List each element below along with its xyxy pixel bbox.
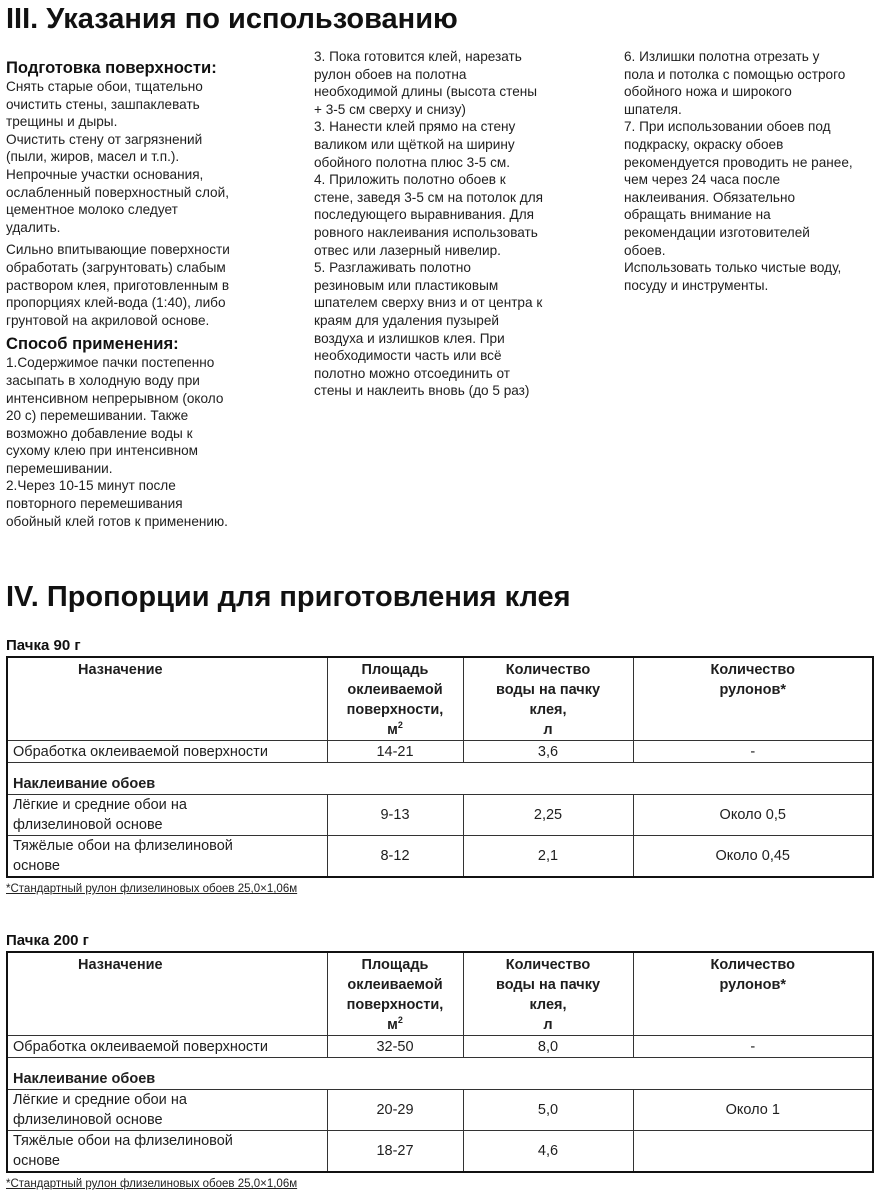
step-line: резиновым или пластиковым (314, 277, 499, 293)
cell-water: 2,1 (463, 836, 633, 878)
cell-area: 18-27 (327, 1131, 463, 1173)
footnote-standard-roll: *Стандартный рулон флизелиновых обоев 25,0×1,06м (6, 1178, 298, 1190)
instructions-column-2 (314, 48, 586, 400)
step-line: полотно можно отсоединить от (314, 365, 511, 381)
step-line: 6. Излишки полотна отрезать у (624, 49, 820, 64)
cell-water: 4,6 (463, 1131, 633, 1173)
group-blank (463, 763, 873, 795)
method-line: повторного перемешивания (6, 496, 183, 512)
method-line: возможно добавление воды к (6, 425, 193, 441)
row-label-heavy: Тяжёлые обои на флизелиновой основе (7, 836, 327, 878)
table-header-row (7, 657, 873, 741)
header-rolls: Количество рулонов* (633, 657, 873, 741)
step-line: необходимости часть или всё (314, 348, 502, 364)
method-line: засыпать в холодную воду при (6, 372, 200, 388)
cell-area: 20-29 (327, 1090, 463, 1131)
header-rolls: Количество рулонов* (633, 952, 873, 1036)
pack-90-title: Пачка 90 г (6, 637, 81, 654)
step-line: обойного полотна плюс 3-5 см. (314, 154, 511, 170)
surface-prep-heading: Подготовка поверхности: (6, 58, 217, 77)
header-area: Площадь оклеиваемой поверхности, $м^2$ (327, 952, 463, 1036)
prep-line: трещины и дыры. (6, 114, 118, 130)
header-water: Количество воды на пачку клея, л (463, 952, 633, 1036)
header-purpose: Назначение (7, 952, 327, 1036)
table-group-row (7, 1058, 873, 1090)
step-line: стены и наклеить вновь (до 5 раз) (314, 383, 530, 399)
method-line: обойный клей готов к применению. (6, 513, 228, 529)
cell-rolls (633, 1131, 873, 1173)
pack-200-title: Пачка 200 г (6, 932, 89, 949)
section-4-title: IV. Пропорции для приготовления клея (6, 581, 571, 613)
step-line: посуду и инструменты. (624, 277, 769, 293)
step-line: обращать внимание на (624, 207, 771, 223)
prime-line: грунтовой на акриловой основе. (6, 312, 210, 328)
step-line: Использовать только чистые воду, (624, 260, 842, 276)
header-area: Площадь оклеиваемой поверхности, $м^2$ (327, 657, 463, 741)
cell-rolls: Около 0,45 (633, 836, 873, 878)
cell-rolls: Около 1 (633, 1090, 873, 1131)
step-line: необходимой длины (высота стены (314, 84, 538, 100)
cell-rolls: - (633, 741, 873, 763)
prep-line: удалить. (6, 219, 61, 235)
step-line: 4. Приложить полотно обоев к (314, 172, 506, 188)
table-header-row (7, 952, 873, 1036)
step-line: обоев. (624, 242, 666, 258)
cell-area: 32-50 (327, 1036, 463, 1058)
prep-line: Снять старые обои, тщательно (6, 79, 203, 94)
table-row (7, 836, 873, 878)
table-row (7, 741, 873, 763)
instructions-column-1 (6, 58, 268, 530)
method-line: 1.Содержимое пачки постепенно (6, 355, 215, 371)
row-label-light: Лёгкие и средние обои на флизелиновой основе (7, 795, 327, 836)
step-line: последующего выравнивания. Для (314, 207, 535, 223)
prep-line: очистить стены, зашпаклевать (6, 96, 200, 112)
step-line: краям для удаления пузырей (314, 312, 499, 328)
proportions-table-90 (6, 656, 874, 878)
prep-line: цементное молоко следует (6, 202, 178, 218)
step-line: 7. При использовании обоев под (624, 119, 831, 135)
method-line: сухому клею при интенсивном (6, 443, 198, 459)
cell-water: 8,0 (463, 1036, 633, 1058)
prime-line: Сильно впитывающие поверхности (6, 242, 230, 258)
method-line: 2.Через 10-15 минут после (6, 478, 176, 494)
row-label-treatment: Обработка оклеиваемой поверхности (7, 1036, 327, 1058)
cell-water: 2,25 (463, 795, 633, 836)
table-row (7, 1090, 873, 1131)
proportions-table-200 (6, 951, 874, 1173)
method-line: интенсивном непрерывном (около (6, 390, 224, 406)
instructions-column-3 (624, 48, 882, 294)
step-line: отвес или лазерный нивелир. (314, 242, 501, 258)
step-line: рекомендуется проводить не ранее, (624, 154, 853, 170)
step-line: воздуха и излишков клея. При (314, 330, 505, 346)
step-line: обойного ножа и широкого (624, 84, 792, 100)
prime-line: обработать (загрунтовать) слабым (6, 259, 226, 275)
cell-area: 14-21 (327, 741, 463, 763)
prime-line: раствором клея, приготовленным в (6, 277, 230, 293)
cell-rolls: Около 0,5 (633, 795, 873, 836)
step-line: шпателем сверху вниз и от центра к (314, 295, 543, 311)
cell-area: 9-13 (327, 795, 463, 836)
cell-rolls: - (633, 1036, 873, 1058)
row-label-group: Наклеивание обоев (7, 763, 463, 795)
cell-water: 3,6 (463, 741, 633, 763)
table-group-row (7, 763, 873, 795)
cell-water: 5,0 (463, 1090, 633, 1131)
cell-area: 8-12 (327, 836, 463, 878)
step-line: подкраску, окраску обоев (624, 136, 784, 152)
step-line: стене, заведя 3-5 см на потолок для (314, 189, 543, 205)
prime-line: пропорциях клей-вода (1:40), либо (6, 295, 226, 311)
footnote-standard-roll: *Стандартный рулон флизелиновых обоев 25,0×1,06м (6, 883, 298, 895)
prep-line: Очистить стену от загрязнений (6, 131, 203, 147)
header-purpose: Назначение (7, 657, 327, 741)
table-row (7, 1036, 873, 1058)
group-blank (463, 1058, 873, 1090)
row-label-light: Лёгкие и средние обои на флизелиновой основе (7, 1090, 327, 1131)
step-line: чем через 24 часа после (624, 172, 781, 188)
method-line: 20 с) перемешивании. Также (6, 408, 189, 424)
header-water: Количество воды на пачку клея, л (463, 657, 633, 741)
step-line: 3. Пока готовится клей, нарезать (314, 49, 522, 64)
step-line: шпателя. (624, 101, 682, 117)
step-line: рулон обоев на полотна (314, 66, 467, 82)
step-line: пола и потолка с помощью острого (624, 66, 846, 82)
step-line: 5. Разглаживать полотно (314, 260, 471, 276)
prep-line: (пыли, жиров, масел и т.п.). (6, 149, 180, 165)
method-heading: Способ применения: (6, 334, 179, 354)
section-3-title: III. Указания по использованию (6, 3, 458, 35)
table-row (7, 795, 873, 836)
step-line: рекомендации изготовителей (624, 224, 810, 240)
step-line: 3. Нанести клей прямо на стену (314, 119, 516, 135)
prep-line: Непрочные участки основания, (6, 166, 204, 182)
method-line: перемешивании. (6, 460, 113, 476)
row-label-group: Наклеивание обоев (7, 1058, 463, 1090)
row-label-treatment: Обработка оклеиваемой поверхности (7, 741, 327, 763)
step-line: наклеивания. Обязательно (624, 189, 796, 205)
row-label-heavy: Тяжёлые обои на флизелиновой основе (7, 1131, 327, 1173)
step-line: валиком или щёткой на ширину (314, 136, 515, 152)
prep-line: ослабленный поверхностный слой, (6, 184, 229, 200)
step-line: ровного наклеивания использовать (314, 224, 538, 240)
table-row (7, 1131, 873, 1173)
step-line: + 3-5 см сверху и снизу) (314, 101, 466, 117)
